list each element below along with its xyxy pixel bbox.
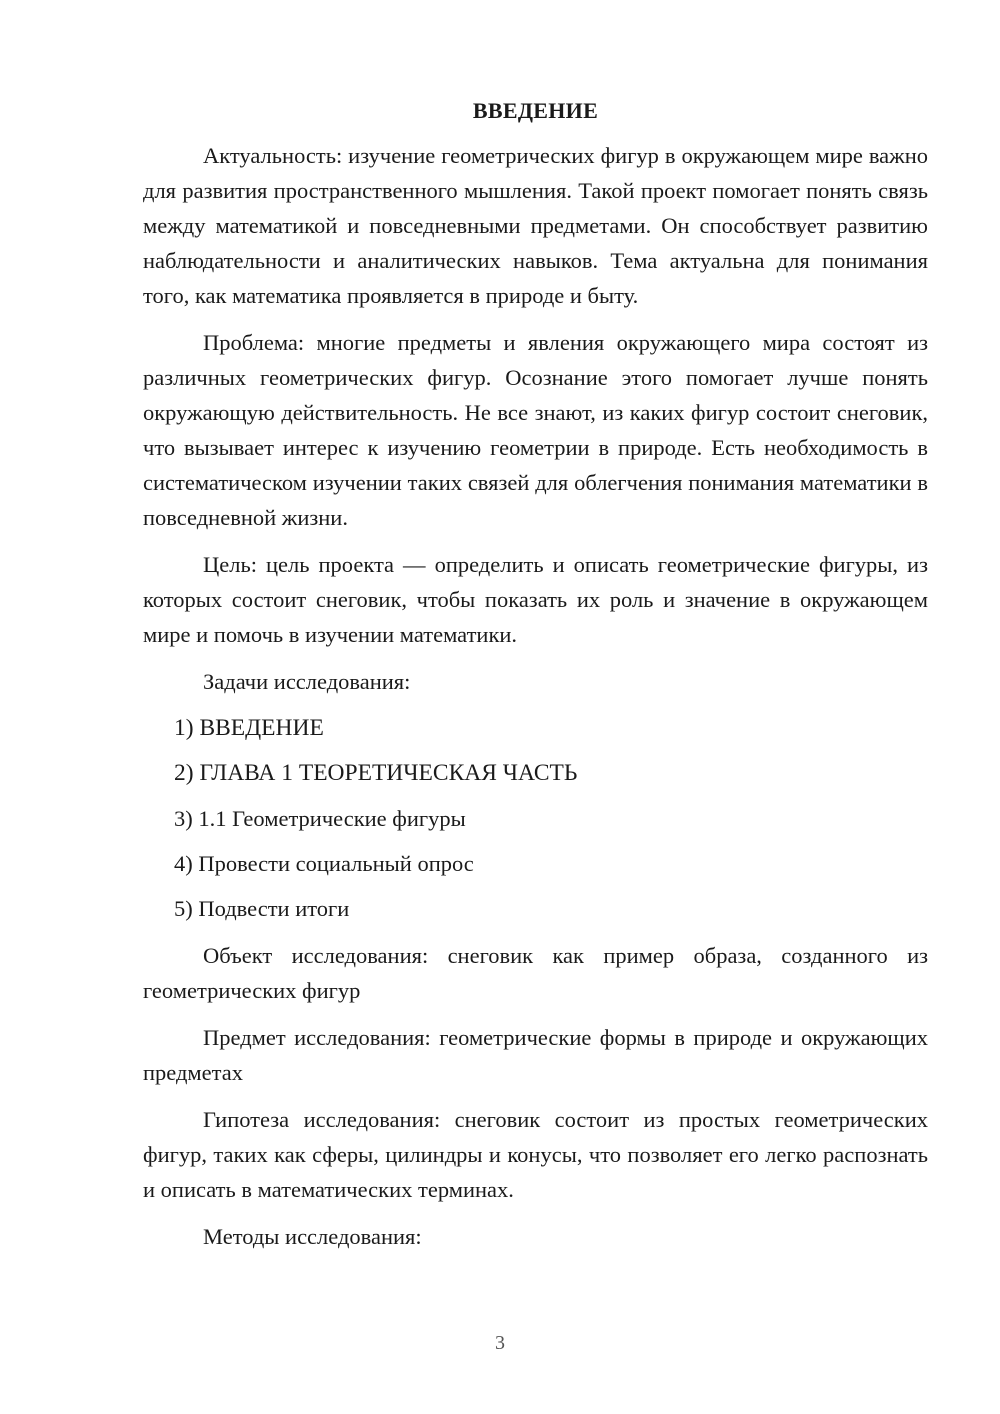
paragraph-methods: Методы исследования:	[203, 1224, 422, 1249]
list-item: 5) Подвести итоги	[174, 896, 350, 921]
list-item: 2) ГЛАВА 1 ТЕОРЕТИЧЕСКАЯ ЧАСТЬ	[174, 760, 578, 786]
page-number: 3	[495, 1332, 505, 1354]
paragraph-object: Объект исследования: снеговик как пример образа, созданного из геометрических фигур	[143, 943, 928, 1003]
paragraph-problem: Проблема: многие предметы и явления окружающего мира состоят из различных геометрических фигур. Осознание этого помогает лучше понять окружающую действительность. Не все знают, из каких фигур состоит снеговик, что вызывает интерес к изучению геометрии в природе. Есть необходимость в систематическом изучении таких связей для облегчения понимания математики в повседневной жизни.	[143, 330, 928, 530]
paragraph-hypothesis: Гипотеза исследования: снеговик состоит из простых геометрических фигур, таких как сферы, цилиндры и конусы, что позволяет его легко распознать и описать в математических терминах.	[143, 1107, 928, 1202]
paragraph-relevance: Актуальность: изучение геометрических фигур в окружающем мире важно для развития пространственного мышления. Такой проект помогает понять связь между математикой и повседневными предметами. Он способствует развитию наблюдательности и аналитических навыков. Тема актуальна для понимания того, как математика проявляется в природе и быту.	[143, 143, 928, 308]
paragraph-goal: Цель: цель проекта — определить и описать геометрические фигуры, из которых состоит снеговик, чтобы показать их роль и значение в окружающем мире и помочь в изучении математики.	[143, 552, 928, 647]
paragraph-subject: Предмет исследования: геометрические формы в природе и окружающих предметах	[143, 1025, 928, 1085]
section-title: ВВЕДЕНИЕ	[472, 98, 599, 123]
tasks-list	[143, 711, 928, 926]
list-item: 3) 1.1 Геометрические фигуры	[174, 806, 466, 831]
document-page	[143, 96, 928, 1266]
paragraph-tasks-heading: Задачи исследования:	[203, 669, 411, 694]
list-item: 1) ВВЕДЕНИЕ	[174, 715, 324, 741]
list-item: 4) Провести социальный опрос	[174, 851, 474, 876]
